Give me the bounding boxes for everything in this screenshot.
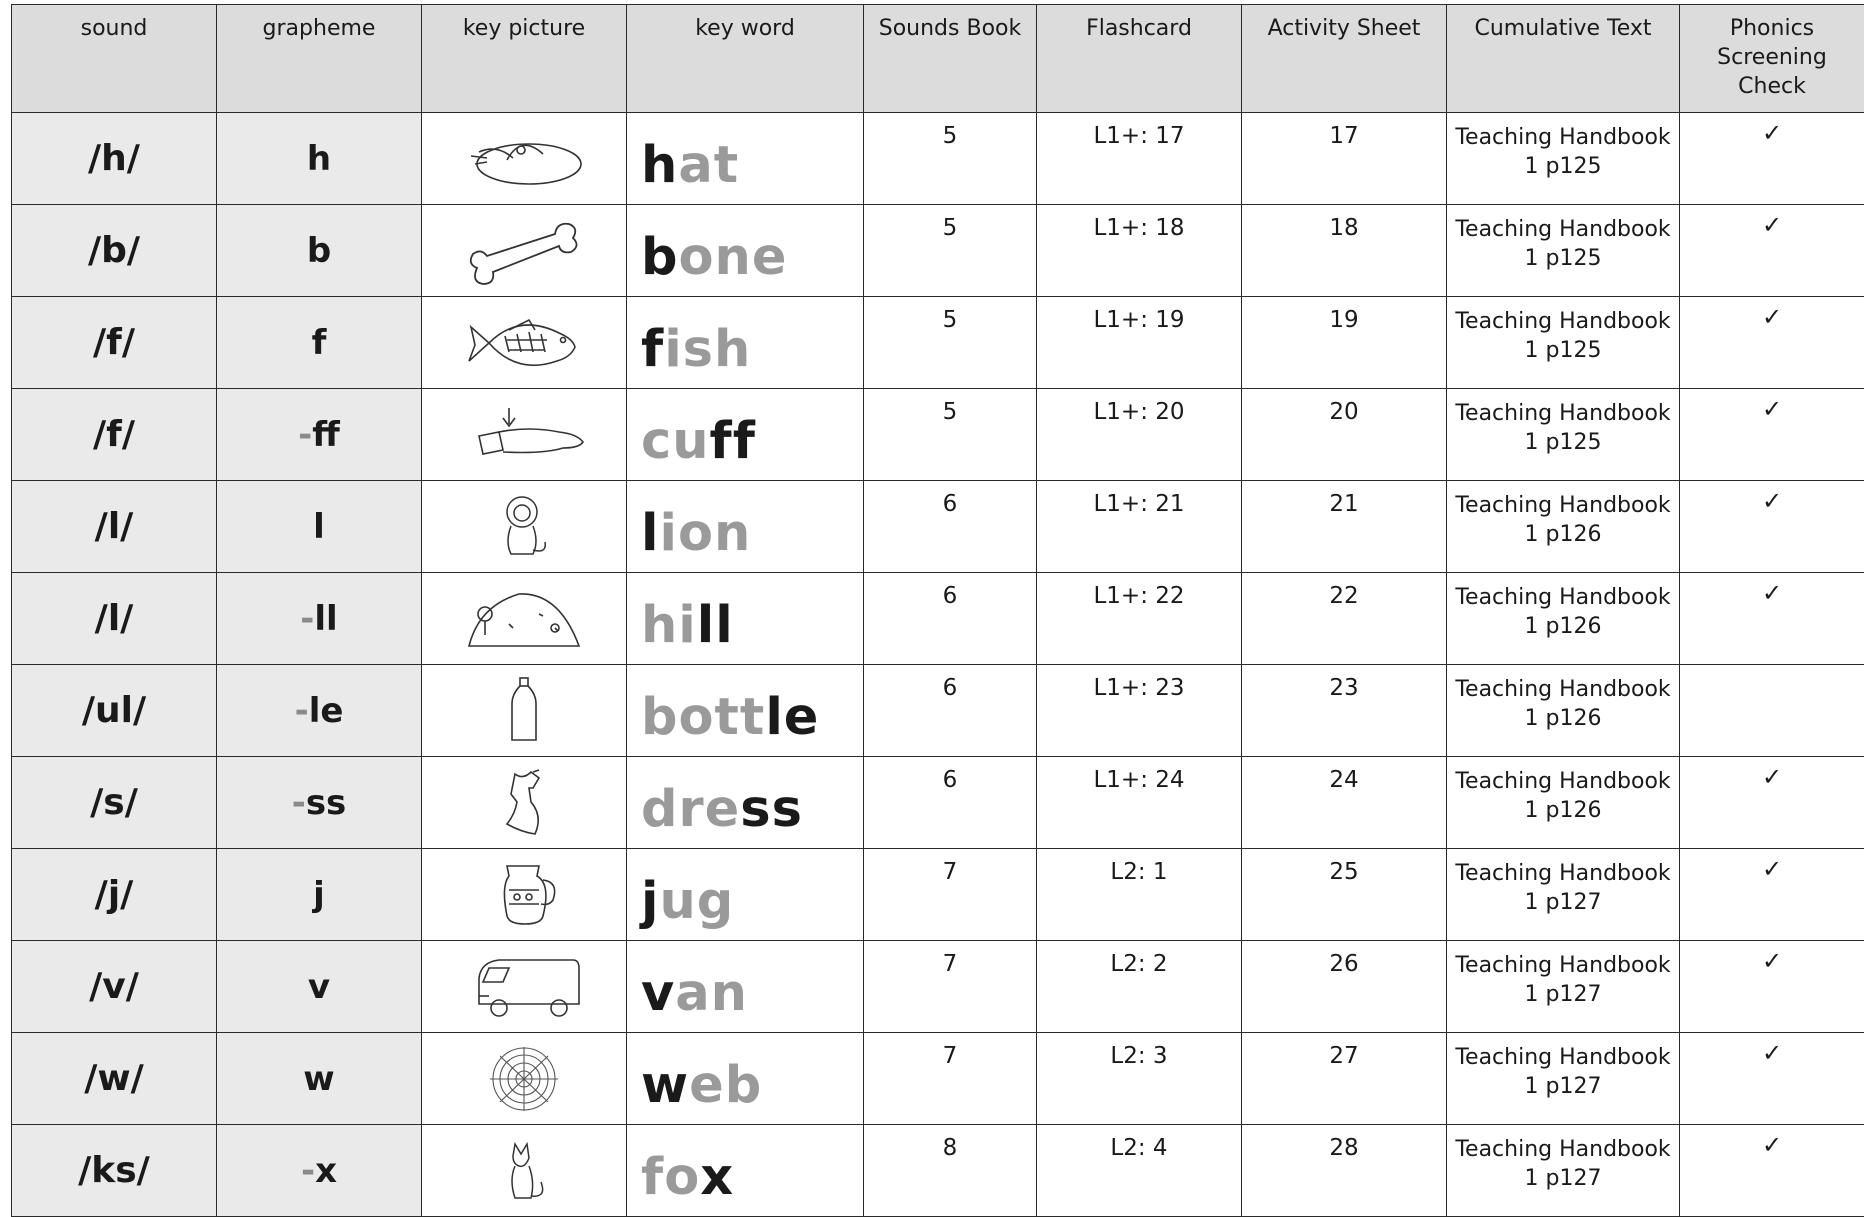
cumulative-text-cell: Teaching Handbook 1 p127 (1447, 849, 1680, 941)
grapheme-text: b (307, 231, 331, 271)
sound-cell: /v/ (12, 941, 217, 1033)
header-sound: sound (12, 5, 217, 113)
fish-icon (422, 308, 626, 378)
phonics-check-cell: ✓ (1680, 205, 1864, 297)
key-word-cell (627, 665, 864, 757)
sound-cell: /w/ (12, 1033, 217, 1125)
table-row (12, 849, 1864, 941)
phonics-check-cell: ✓ (1680, 1033, 1864, 1125)
flashcard-cell: L2: 1 (1037, 849, 1242, 941)
key-word-suffix: ish (664, 320, 751, 379)
sounds-book-cell: 5 (864, 113, 1037, 205)
sound-cell: /f/ (12, 389, 217, 481)
sounds-book-cell: 6 (864, 573, 1037, 665)
flashcard-cell: L1+: 20 (1037, 389, 1242, 481)
activity-sheet-cell: 23 (1242, 665, 1447, 757)
header-key-word: key word (627, 5, 864, 113)
grapheme-dash: - (295, 691, 309, 731)
phonics-check-cell: ✓ (1680, 1125, 1864, 1217)
phonics-check-cell: ✓ (1680, 481, 1864, 573)
key-word-cell (627, 849, 864, 941)
key-word-grapheme: l (641, 504, 659, 563)
sound-cell: /l/ (12, 573, 217, 665)
sound-cell: /ks/ (12, 1125, 217, 1217)
hill-icon (422, 584, 626, 654)
key-word-cell (627, 205, 864, 297)
grapheme-dash: - (292, 783, 306, 823)
cumulative-text-cell: Teaching Handbook 1 p125 (1447, 297, 1680, 389)
activity-sheet-cell: 18 (1242, 205, 1447, 297)
header-row (12, 5, 1864, 113)
sounds-book-cell: 5 (864, 297, 1037, 389)
phonics-check-cell: ✓ (1680, 849, 1864, 941)
jug-icon (422, 860, 626, 930)
grapheme-cell (217, 113, 422, 205)
sound-cell: /j/ (12, 849, 217, 941)
phonics-check-cell: ✓ (1680, 573, 1864, 665)
flashcard-cell: L1+: 18 (1037, 205, 1242, 297)
flashcard-cell: L2: 4 (1037, 1125, 1242, 1217)
hat-icon (422, 124, 626, 194)
activity-sheet-cell: 24 (1242, 757, 1447, 849)
cumulative-text-cell: Teaching Handbook 1 p126 (1447, 665, 1680, 757)
cumulative-text-cell: Teaching Handbook 1 p125 (1447, 205, 1680, 297)
flashcard-cell: L1+: 17 (1037, 113, 1242, 205)
key-picture-cell (422, 297, 627, 389)
lion-icon (422, 492, 626, 562)
header-key-picture: key picture (422, 5, 627, 113)
table-row (12, 1033, 1864, 1125)
key-word-grapheme: le (765, 688, 819, 747)
flashcard-cell: L1+: 21 (1037, 481, 1242, 573)
phonics-check-cell: ✓ (1680, 757, 1864, 849)
table-row (12, 113, 1864, 205)
table-row (12, 481, 1864, 573)
header-grapheme: grapheme (217, 5, 422, 113)
key-picture-cell (422, 757, 627, 849)
key-word-cell (627, 1033, 864, 1125)
cumulative-text-cell: Teaching Handbook 1 p125 (1447, 113, 1680, 205)
sounds-book-cell: 6 (864, 757, 1037, 849)
table-row (12, 297, 1864, 389)
van-icon (422, 952, 626, 1022)
grapheme-cell (217, 757, 422, 849)
cumulative-text-cell: Teaching Handbook 1 p126 (1447, 757, 1680, 849)
key-word-prefix: cu (641, 412, 710, 471)
sound-cell: /ul/ (12, 665, 217, 757)
fox-icon (422, 1136, 626, 1206)
sound-cell: /b/ (12, 205, 217, 297)
key-word-grapheme: ff (710, 412, 756, 471)
sound-cell: /h/ (12, 113, 217, 205)
flashcard-cell: L2: 2 (1037, 941, 1242, 1033)
sounds-book-cell: 6 (864, 665, 1037, 757)
key-picture-cell (422, 113, 627, 205)
key-picture-cell (422, 665, 627, 757)
grapheme-dash: - (300, 599, 314, 639)
grapheme-text: x (315, 1151, 337, 1191)
cumulative-text-cell: Teaching Handbook 1 p127 (1447, 1125, 1680, 1217)
sound-cell: /f/ (12, 297, 217, 389)
sound-cell: /l/ (12, 481, 217, 573)
grapheme-text: v (308, 967, 330, 1007)
activity-sheet-cell: 27 (1242, 1033, 1447, 1125)
web-icon (422, 1044, 626, 1114)
flashcard-cell: L2: 3 (1037, 1033, 1242, 1125)
key-word-suffix: ion (659, 504, 751, 563)
phonics-check-cell (1680, 665, 1864, 757)
grapheme-text: j (313, 875, 325, 915)
flashcard-cell: L1+: 19 (1037, 297, 1242, 389)
key-word-grapheme: v (641, 964, 675, 1023)
sounds-book-cell: 8 (864, 1125, 1037, 1217)
cumulative-text-cell: Teaching Handbook 1 p126 (1447, 481, 1680, 573)
key-word-cell (627, 389, 864, 481)
grapheme-text: f (312, 323, 327, 363)
key-picture-cell (422, 1033, 627, 1125)
activity-sheet-cell: 26 (1242, 941, 1447, 1033)
activity-sheet-cell: 17 (1242, 113, 1447, 205)
header-phonics-screening-check: Phonics Screening Check (1680, 5, 1864, 113)
header-flashcard: Flashcard (1037, 5, 1242, 113)
key-picture-cell (422, 941, 627, 1033)
sounds-book-cell: 7 (864, 849, 1037, 941)
sounds-book-cell: 7 (864, 941, 1037, 1033)
key-word-grapheme: f (641, 320, 664, 379)
key-word-cell (627, 1125, 864, 1217)
grapheme-text: ll (314, 599, 337, 639)
phonics-table (11, 4, 1864, 1217)
header-cumulative-text: Cumulative Text (1447, 5, 1680, 113)
key-word-prefix: bott (641, 688, 765, 747)
key-word-prefix: hi (641, 596, 697, 655)
header-sounds-book: Sounds Book (864, 5, 1037, 113)
cumulative-text-cell: Teaching Handbook 1 p127 (1447, 1033, 1680, 1125)
key-word-grapheme: b (641, 228, 679, 287)
grapheme-text: h (307, 139, 331, 179)
key-word-cell (627, 113, 864, 205)
phonics-check-cell: ✓ (1680, 941, 1864, 1033)
bone-icon (422, 216, 626, 286)
table-row (12, 573, 1864, 665)
key-word-prefix: fo (641, 1148, 700, 1207)
cumulative-text-cell: Teaching Handbook 1 p127 (1447, 941, 1680, 1033)
header-activity-sheet: Activity Sheet (1242, 5, 1447, 113)
grapheme-cell (217, 205, 422, 297)
key-word-suffix: eb (689, 1056, 762, 1115)
grapheme-text: ss (306, 783, 346, 823)
key-word-grapheme: ll (697, 596, 734, 655)
key-word-cell (627, 757, 864, 849)
table-row (12, 941, 1864, 1033)
key-picture-cell (422, 1125, 627, 1217)
key-word-grapheme: ss (740, 780, 803, 839)
activity-sheet-cell: 25 (1242, 849, 1447, 941)
key-word-suffix: ug (659, 872, 734, 931)
key-word-suffix: at (678, 136, 739, 195)
phonics-check-cell: ✓ (1680, 113, 1864, 205)
grapheme-cell (217, 941, 422, 1033)
key-word-suffix: an (675, 964, 748, 1023)
table-row (12, 757, 1864, 849)
sound-cell: /s/ (12, 757, 217, 849)
sounds-book-cell: 5 (864, 205, 1037, 297)
grapheme-cell (217, 1033, 422, 1125)
activity-sheet-cell: 21 (1242, 481, 1447, 573)
grapheme-cell (217, 849, 422, 941)
key-picture-cell (422, 389, 627, 481)
grapheme-cell (217, 573, 422, 665)
key-word-suffix: one (679, 228, 788, 287)
table-row (12, 389, 1864, 481)
flashcard-cell: L1+: 22 (1037, 573, 1242, 665)
key-word-grapheme: h (641, 136, 678, 195)
sounds-book-cell: 5 (864, 389, 1037, 481)
dress-icon (422, 768, 626, 838)
cuff-icon (422, 400, 626, 470)
sounds-book-cell: 6 (864, 481, 1037, 573)
key-word-grapheme: j (641, 872, 659, 931)
grapheme-text: w (303, 1059, 334, 1099)
cumulative-text-cell: Teaching Handbook 1 p126 (1447, 573, 1680, 665)
key-word-cell (627, 941, 864, 1033)
key-word-cell (627, 481, 864, 573)
activity-sheet-cell: 20 (1242, 389, 1447, 481)
key-word-grapheme: x (700, 1148, 734, 1207)
grapheme-cell (217, 389, 422, 481)
table-row (12, 665, 1864, 757)
grapheme-cell (217, 665, 422, 757)
key-picture-cell (422, 481, 627, 573)
phonics-check-cell: ✓ (1680, 389, 1864, 481)
activity-sheet-cell: 19 (1242, 297, 1447, 389)
bottle-icon (422, 676, 626, 746)
grapheme-cell (217, 481, 422, 573)
key-word-prefix: dre (641, 780, 740, 839)
grapheme-text: le (309, 691, 344, 731)
activity-sheet-cell: 28 (1242, 1125, 1447, 1217)
flashcard-cell: L1+: 23 (1037, 665, 1242, 757)
cumulative-text-cell: Teaching Handbook 1 p125 (1447, 389, 1680, 481)
flashcard-cell: L1+: 24 (1037, 757, 1242, 849)
grapheme-text: ff (312, 415, 340, 455)
grapheme-text: l (313, 507, 325, 547)
grapheme-dash: - (298, 415, 312, 455)
key-picture-cell (422, 205, 627, 297)
phonics-check-cell: ✓ (1680, 297, 1864, 389)
activity-sheet-cell: 22 (1242, 573, 1447, 665)
table-row (12, 205, 1864, 297)
sounds-book-cell: 7 (864, 1033, 1037, 1125)
key-picture-cell (422, 573, 627, 665)
key-word-cell (627, 297, 864, 389)
key-word-cell (627, 573, 864, 665)
grapheme-cell (217, 1125, 422, 1217)
grapheme-dash: - (301, 1151, 315, 1191)
key-picture-cell (422, 849, 627, 941)
grapheme-cell (217, 297, 422, 389)
table-row (12, 1125, 1864, 1217)
key-word-grapheme: w (641, 1056, 689, 1115)
